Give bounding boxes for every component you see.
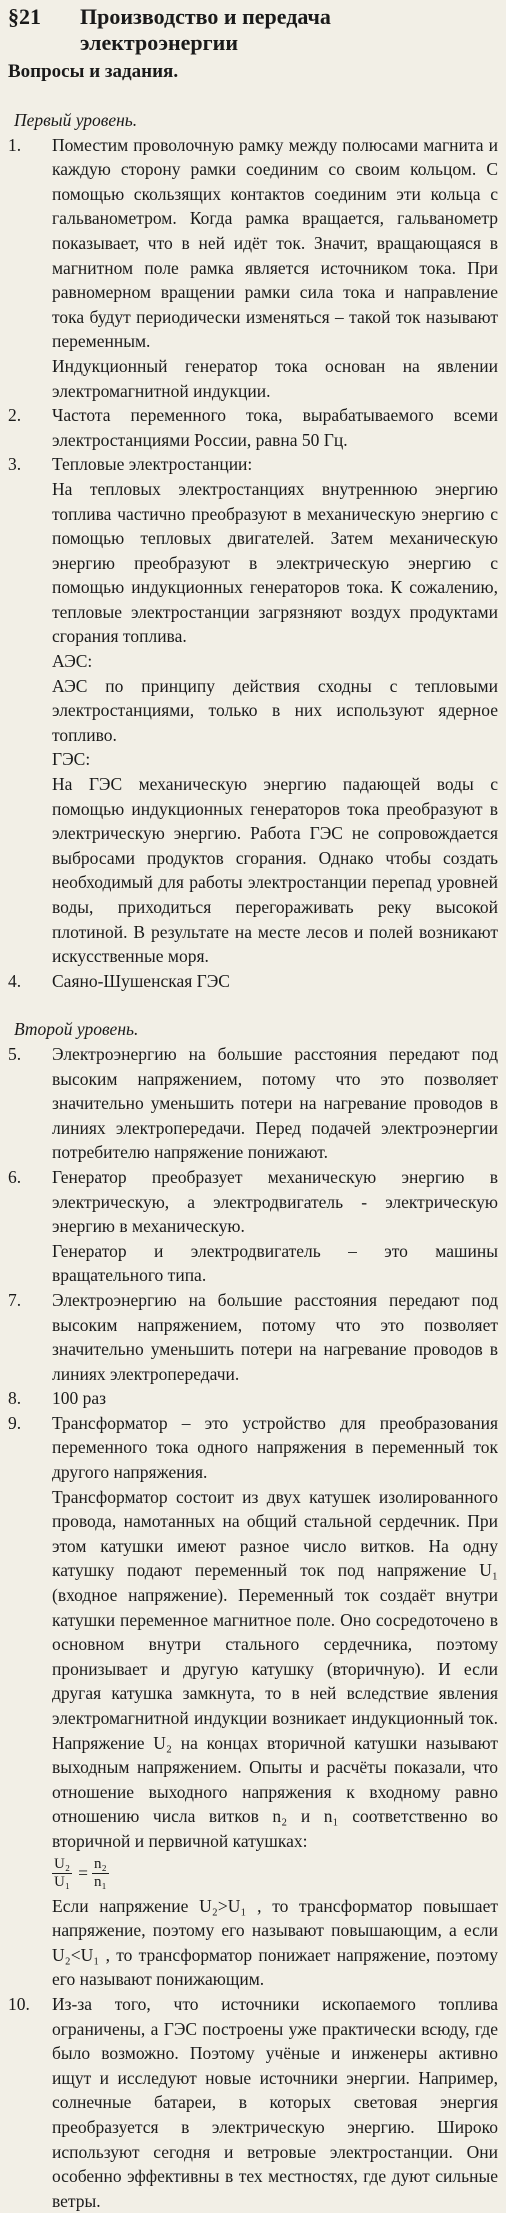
item-paragraph: АЭС: [52,651,93,672]
formula-fraction-voltage [52,1856,72,1891]
formula-numerator: n₂ [93,1856,107,1873]
formula-numerator: U₂ [54,1856,71,1873]
item-number: 2. [8,405,22,426]
item-paragraph: На тепловых электростанциях внутреннюю энергию топлива частично преобразуют в механическую энергию с помощью тепловых двигателей. Затем механическую энергию преобразуют в электрическую энергию с помощью индукционных генераторов тока. К сожалению, тепловые электростанции загрязняют воздух продуктами сгорания топлива. [52,478,498,647]
item-paragraph: Из-за того, что источники ископаемого топлива ограничены, а ГЭС построены уже практически всюду, где было возможно. Поэтому учёные и инженеры активно ищут и исследуют новые источники энергии. Например, солнечные батареи, в которых световая энергия преобразуется в электрическую энергию. Широко используют сегодня и ветровые электростанции. Они особенно эффективны в тех местностях, где дуют сильные ветры. [52,1993,498,2211]
item-number: 4. [8,970,22,991]
answer-item [8,133,498,404]
level-gap [8,993,498,1011]
section-number: §21 [8,4,41,29]
item-number: 10. [8,1993,30,2014]
answer-item [8,1992,498,2213]
item-paragraph: Поместим проволочную рамку между полюсами магнита и каждую сторону рамки соединим со своим кольцом. С помощью скользящих контактов соединим эти кольца с гальванометром. Когда рамка вращается, гальванометр показывает, что в ней идёт ток. Значит, вращающаяся в магнитном поле рамка является источником тока. При равномерном вращении рамки сила тока и направление тока будут периодически изменяться – такой ток называют переменным. [52,134,498,352]
formula-equals: = [78,1863,88,1884]
item-paragraph: АЭС по принципу действия сходны с тепловыми электростанциями, только в них используют ядерное топливо. [52,675,498,745]
transformer-formula [52,1854,498,1894]
item-number: 1. [8,134,22,155]
answer-item [8,403,498,452]
levels-container [8,108,498,1411]
formula-denominator: U₁ [54,1874,71,1891]
item-number: 5. [8,1043,22,1064]
formula-fraction-turns [92,1856,109,1891]
item-number: 6. [8,1166,22,1187]
item-paragraph: На ГЭС механическую энергию падающей воды с помощью индукционных генераторов тока преобразуют в электрическую энергию. Работа ГЭС не сопровождается выбросами продуктов сгорания. Однако чтобы создать необходимый для работы электростанции перепад уровней воды, приходиться перегораживать реку высокой плотиной. В результате на месте лесов и полей возникают искусственные моря. [52,774,498,967]
item-paragraph: Индукционный генератор тока основан на явлении электромагнитной индукции. [52,355,498,401]
answer-item [8,1411,498,1992]
item-number: 9. [8,1412,22,1433]
answer-item [8,969,498,994]
item-number: 3. [8,454,22,475]
item-paragraph: Электроэнергию на большие расстояния передают под высоким напряжением, потому что это позволяет значительно уменьшить потери на нагревание проводов в линиях электропередачи. [52,1289,498,1384]
answers-content [8,102,498,2213]
item-paragraph: Частота переменного тока, вырабатываемого всеми электростанциями России, равна 50 Гц. [52,405,498,450]
formula-denominator: n₁ [93,1874,107,1891]
item-paragraph: Если напряжение U₂>U₁ , то трансформатор повышает напряжение, поэтому его называют повышающим, а если U₂<U₁ , то трансформатор понижает напряжение, поэтому его называют понижающим. [52,1895,498,1990]
item-paragraph: ГЭС: [52,749,91,770]
item-paragraph: Саяно-Шушенская ГЭС [52,970,230,991]
section-title-line2: электроэнергии [80,30,238,55]
item-number: 7. [8,1289,22,1310]
level-label: Второй уровень. [14,1019,139,1040]
item-paragraph: Трансформатор состоит из двух катушек изолированного провода, намотанных на общий стальной сердечник. При этом катушки имеют разное число витков. На одну катушку подают переменный ток под напряжение U₁ (входное напряжение). Переменный ток создаёт внутри катушки переменное магнитное поле. Оно сосредоточено в основном внутри стального сердечника, поэтому пронизывает и другую катушку (вторичную). И если другая катушка замкнута, то в ней вследствие явления электромагнитной индукции возникает индукционный ток. Напряжение U₂ на концах вторичной катушки называют выходным напряжением. Опыты и расчёты показали, что отношение выходного напряжения к входному равно отношению числа витков n₂ и n₁ соответственно во вторичной и первичной катушках: [52,1486,498,1851]
item-paragraph: 100 раз [52,1388,107,1409]
item-paragraph: Трансформатор – это устройство для преобразования переменного тока одного напряжения в переменный ток другого напряжения. [52,1412,498,1483]
answer-item [8,452,498,968]
answer-item [8,1386,498,1411]
item-paragraph: Тепловые электростанции: [52,454,253,475]
item-number: 8. [8,1388,22,1409]
section-title [80,4,480,56]
level-label: Первый уровень. [14,110,138,130]
item-paragraph: Генератор преобразует механическую энергию в электрическую, а электродвигатель - электрическую энергию в механическую. [52,1166,498,1237]
item-paragraph: Генератор и электродвигатель – это машины вращательного типа. [52,1240,498,1286]
answer-item [8,1042,498,1165]
answer-item [8,1165,498,1288]
questions-heading: Вопросы и задания. [8,61,179,82]
item-paragraph: Электроэнергию на большие расстояния передают под высоким напряжением, потому что это позволяет значительно уменьшить потери на нагревание проводов в линиях электропередачи. Перед подачей электроэнергии потребителю напряжение понижают. [52,1043,498,1163]
section-title-line1: Производство и передача [80,4,331,29]
answer-item [8,1288,498,1386]
